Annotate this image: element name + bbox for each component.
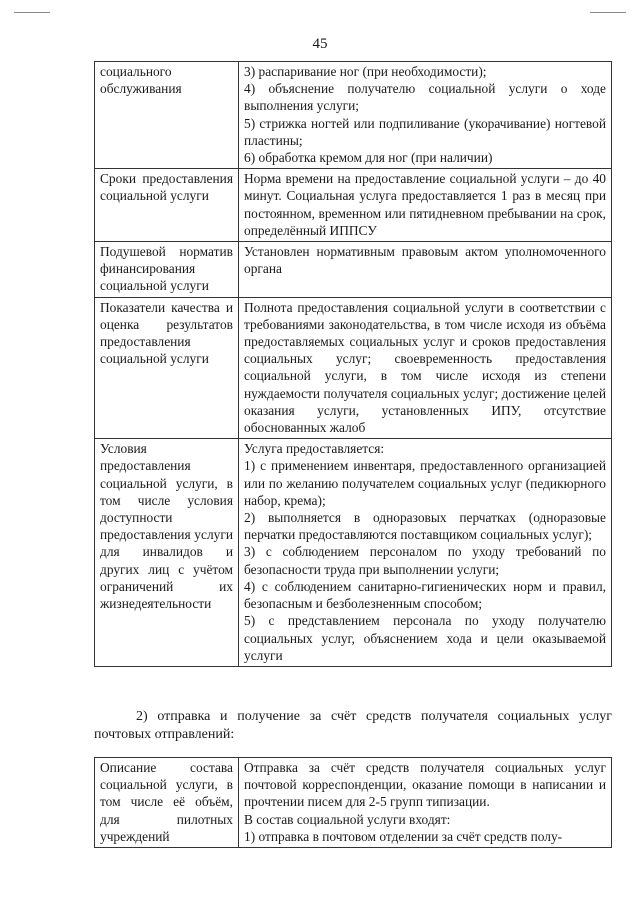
row-label: социального обслуживания: [95, 62, 239, 169]
row-label: Показатели качества и оценка результатов предоставления социальной услуги: [95, 297, 239, 439]
section-paragraph: 2) отправка и получение за счёт средств получателя социальных услуг почтовых отправлений:: [94, 709, 612, 742]
content-line: Услуга предоставляется:: [244, 441, 385, 457]
row-content: [239, 439, 612, 667]
service-table: [94, 757, 612, 848]
row-label: Подушевой норматив финансирования социальной услуги: [95, 242, 239, 298]
content-line: 5) с представлением персонала по уходу получателю социальных услуг, объяснением хода и цели оказываемой услуги: [244, 613, 606, 663]
scan-corner-mark: [590, 12, 626, 13]
content-line: 1) отправка в почтовом отделении за счёт средств полу-: [244, 828, 563, 844]
row-content: [239, 297, 612, 439]
service-table: [94, 61, 612, 667]
page-number: 45: [312, 36, 328, 52]
content-line: 2) выполняется в одноразовых перчатках (одноразовые перчатки предоставляются поставщиком социальных услуг);: [244, 510, 606, 543]
scan-corner-mark: [14, 12, 50, 13]
row-content: [239, 242, 612, 298]
content-line: Норма времени на предоставление социальной услуги – до 40 минут. Социальная услуга предоставляется 1 раз в месяц при постоянном, временном или пятидневном пребывании на срок, определённый ИППСУ: [244, 171, 606, 238]
content-line: 5) стрижка ногтей или подпиливание (укорачивание) ногтевой пластины;: [244, 115, 606, 148]
row-content: [239, 169, 612, 242]
table-row: [95, 169, 612, 242]
content-line: Полнота предоставления социальной услуги в соответствии с требованиями законодательства, в том числе исходя из объёма предоставляемых социальных услуг и сроков предоставления социальных услуг; своевременность предоставления социальной услуги, в том числе исходя из степени нуждаемости получателя социальных услуг; достижение целей оказания услуги, установленных ИПУ, отсутствие обоснованных жалоб: [244, 299, 606, 436]
content-line: 6) обработка кремом для ног (при наличии): [244, 150, 493, 166]
content-line: В состав социальной услуги входят:: [244, 811, 451, 827]
table-row: [95, 297, 612, 439]
table-row: [95, 62, 612, 169]
row-content: [239, 62, 612, 169]
row-label: Описание состава социальной услуги, в том числе её объём, для пилотных учреждений: [95, 758, 239, 848]
row-label: Сроки предоставления социальной услуги: [95, 169, 239, 242]
row-content: [239, 758, 612, 848]
row-label: Условия предоставления социальной услуги, в том числе условия доступности предоставления услуги для инвалидов и других лиц с учётом ограничений их жизнедеятельности: [95, 439, 239, 667]
table-row: [95, 439, 612, 667]
table-row: [95, 242, 612, 298]
content-line: 4) объяснение получателю социальной услуги о ходе выполнения услуги;: [244, 81, 606, 114]
content-line: 4) с соблюдением санитарно-гигиенических норм и правил, безопасным и безболезненным способом;: [244, 578, 606, 612]
content-line: 3) с соблюдением персоналом по уходу требований по безопасности труда при выполнении услуги;: [244, 544, 606, 577]
content-line: 1) с применением инвентаря, предоставленного организацией или по желанию получателем социальных услуг (педикюрного набор, крема);: [244, 458, 606, 508]
content-line: Отправка за счёт средств получателя социальных услуг почтовой корреспонденции, оказание помощи в написании и прочтении писем для 2-5 групп типизации.: [244, 760, 606, 810]
service-table-body: [95, 62, 612, 667]
content-line: Установлен нормативным правовым актом уполномоченного органа: [244, 244, 606, 277]
table-row: [95, 758, 612, 848]
service-table-body: [95, 758, 612, 848]
content-line: 3) распаривание ног (при необходимости);: [244, 64, 487, 79]
